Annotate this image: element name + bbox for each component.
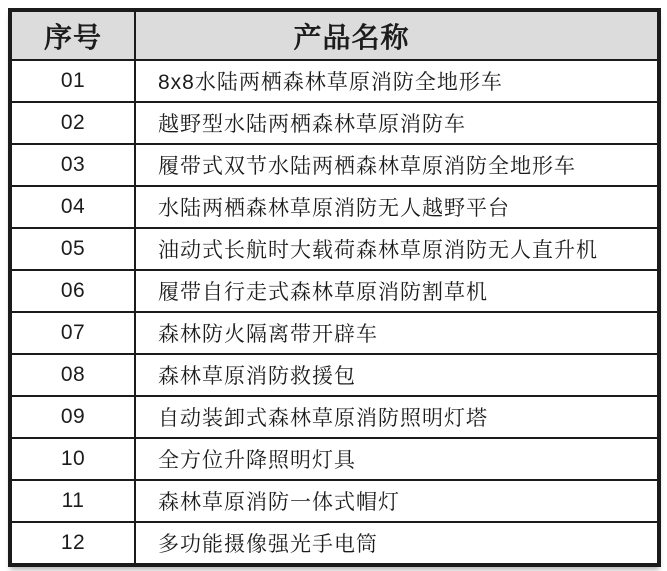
row-index-cell: 12	[10, 522, 135, 565]
row-name-cell: 越野型水陆两栖森林草原消防车	[135, 102, 659, 144]
table-row	[10, 522, 659, 565]
row-index-cell: 06	[10, 270, 135, 312]
row-name-cell: 多功能摄像强光手电筒	[135, 522, 659, 565]
row-index-cell: 02	[10, 102, 135, 144]
row-index-cell: 09	[10, 396, 135, 438]
row-name-cell: 全方位升降照明灯具	[135, 438, 659, 480]
row-index-cell: 11	[10, 480, 135, 522]
table-row	[10, 186, 659, 228]
row-index-cell: 03	[10, 144, 135, 186]
row-index-cell: 05	[10, 228, 135, 270]
product-table-body	[10, 60, 659, 565]
row-name-cell: 森林防火隔离带开辟车	[135, 312, 659, 354]
row-index-cell: 04	[10, 186, 135, 228]
row-name-cell: 森林草原消防一体式帽灯	[135, 480, 659, 522]
row-index-cell: 07	[10, 312, 135, 354]
row-name-cell: 8x8水陆两栖森林草原消防全地形车	[135, 60, 659, 102]
row-name-cell: 自动装卸式森林草原消防照明灯塔	[135, 396, 659, 438]
table-row	[10, 270, 659, 312]
table-row	[10, 228, 659, 270]
row-name-cell: 油动式长航时大载荷森林草原消防无人直升机	[135, 228, 659, 270]
row-name-cell: 森林草原消防救援包	[135, 354, 659, 396]
row-index-cell: 10	[10, 438, 135, 480]
table-row	[10, 102, 659, 144]
table-row	[10, 354, 659, 396]
row-index-cell: 08	[10, 354, 135, 396]
header-cell-index: 序号	[10, 10, 135, 60]
row-name-cell: 履带自行走式森林草原消防割草机	[135, 270, 659, 312]
product-table	[8, 8, 661, 567]
table-row	[10, 60, 659, 102]
row-name-cell: 水陆两栖森林草原消防无人越野平台	[135, 186, 659, 228]
table-row	[10, 396, 659, 438]
table-row	[10, 144, 659, 186]
table-row	[10, 312, 659, 354]
table-row	[10, 480, 659, 522]
table-row	[10, 438, 659, 480]
table-header-row	[10, 10, 659, 60]
header-cell-name: 产品名称	[135, 10, 659, 60]
row-name-cell: 履带式双节水陆两栖森林草原消防全地形车	[135, 144, 659, 186]
row-index-cell: 01	[10, 60, 135, 102]
